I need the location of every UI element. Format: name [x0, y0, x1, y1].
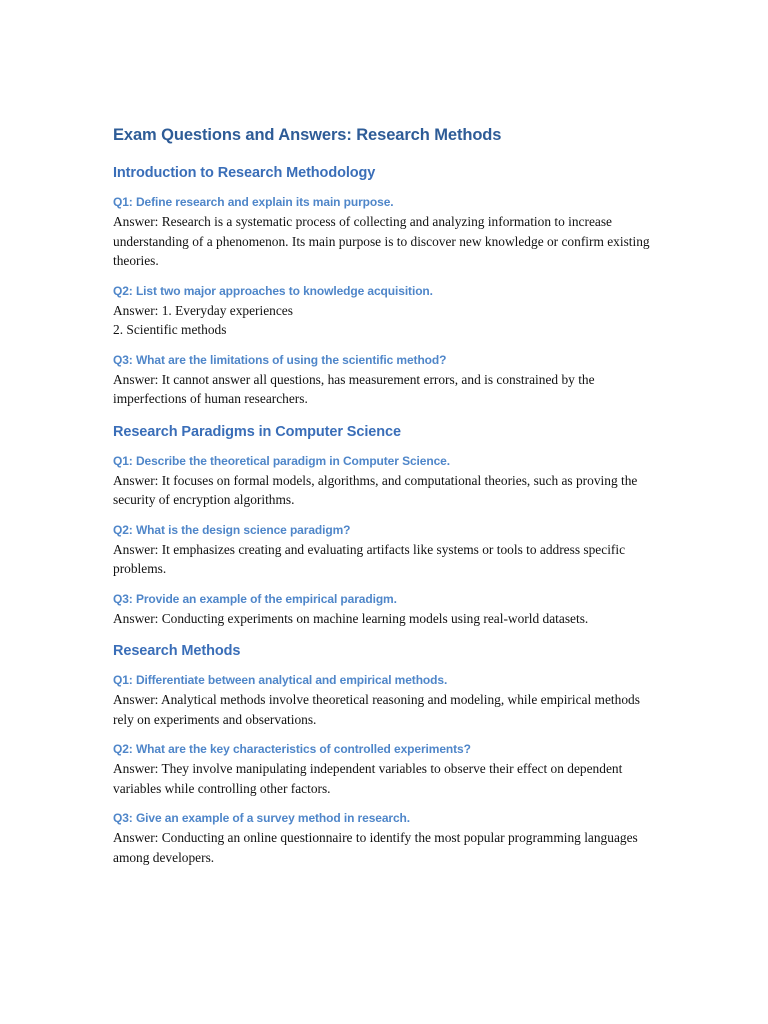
- answer-text: Answer: Analytical methods involve theoretical reasoning and modeling, while empirical methods rely on experiments and observations.: [113, 692, 640, 727]
- qa-item: [113, 809, 658, 867]
- question-text: Q2: What is the design science paradigm?: [113, 522, 351, 537]
- question-text: Q1: Differentiate between analytical and empirical methods.: [113, 673, 448, 687]
- section-research-methods: [113, 640, 658, 867]
- answer-text: Answer: It emphasizes creating and evaluating artifacts like systems or tools to address specific problems.: [113, 541, 626, 576]
- qa-item: [113, 740, 658, 798]
- answer-text: Answer: 1. Everyday experiences 2. Scientific methods: [113, 302, 293, 337]
- document-title: Exam Questions and Answers: Research Methods: [113, 126, 502, 144]
- section-heading: Research Paradigms in Computer Science: [113, 423, 401, 440]
- qa-item: [113, 193, 658, 271]
- title-block: [113, 122, 658, 148]
- question-text: Q2: List two major approaches to knowledge acquisition.: [113, 283, 433, 298]
- qa-item: [113, 590, 658, 629]
- section-heading: Research Methods: [113, 643, 241, 659]
- qa-item: [113, 521, 658, 579]
- answer-text: Answer: They involve manipulating independent variables to observe their effect on dependent variables while controlling other factors.: [113, 761, 623, 796]
- answer-text: Answer: Conducting experiments on machine learning models using real-world datasets.: [113, 610, 589, 626]
- section-heading: Introduction to Research Methodology: [113, 165, 376, 181]
- qa-item: [113, 452, 658, 510]
- answer-text: Answer: It cannot answer all questions, has measurement errors, and is constrained by the imperfections of human researchers.: [113, 371, 595, 406]
- section-paradigms: [113, 421, 658, 629]
- question-text: Q1: Define research and explain its main purpose.: [113, 195, 394, 209]
- section-introduction: [113, 162, 658, 409]
- question-text: Q3: What are the limitations of using the scientific method?: [113, 352, 447, 367]
- question-text: Q2: What are the key characteristics of controlled experiments?: [113, 742, 471, 756]
- question-text: Q1: Describe the theoretical paradigm in Computer Science.: [113, 453, 450, 468]
- answer-text: Answer: Conducting an online questionnaire to identify the most popular programming languages among developers.: [113, 830, 638, 865]
- answer-text: Answer: It focuses on formal models, algorithms, and computational theories, such as proving the security of encryption algorithms.: [113, 472, 638, 507]
- question-text: Q3: Give an example of a survey method in research.: [113, 811, 411, 825]
- question-text: Q3: Provide an example of the empirical paradigm.: [113, 591, 397, 606]
- document-page: [113, 122, 658, 867]
- qa-item: [113, 671, 658, 729]
- qa-item: [113, 351, 658, 409]
- answer-text: Answer: Research is a systematic process of collecting and analyzing information to increase understanding of a phenomenon. Its main purpose is to discover new knowledge or confirm existing theories.: [113, 214, 650, 268]
- qa-item: [113, 282, 658, 340]
